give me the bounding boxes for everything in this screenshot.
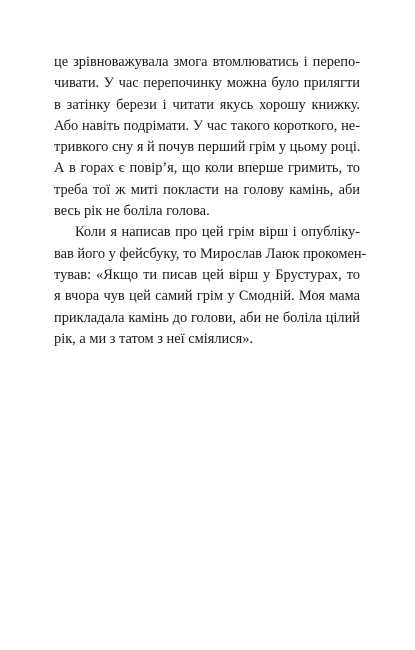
text-line: Або навіть подрімати. У час такого короткого, не- (54, 117, 360, 134)
text-line: Коли я написав про цей грім вірш і опубліку- (75, 224, 360, 241)
text-line: я вчора чув цей самий грім у Смодній. Моя мама (54, 288, 360, 305)
text-line: весь рік не боліла голова. (54, 203, 210, 220)
text-line: тривкого сну я й почув перший грім у цьому році. (54, 139, 361, 156)
text-line: вав його у фейсбуку, то Мирослав Лаюк прокомен- (54, 245, 367, 262)
text-line: прикладала камінь до голови, аби не боліла цілий (54, 309, 360, 326)
text-line: треба тої ж миті покласти на голову камінь, аби (54, 181, 360, 198)
text-line: в затінку берези і читати якусь хорошу книжку. (54, 96, 360, 113)
text-line: це зрівноважувала змога втомлюватись і перепо- (54, 54, 360, 70)
text-line: А в горах є повір’я, що коли вперше гримить, то (54, 160, 360, 177)
text-line: чивати. У час перепочинку можна було прилягти (54, 75, 360, 92)
text-line: тував: «Якщо ти писав цей вірш у Брустурах, то (54, 266, 360, 283)
text-line: рік, а ми з татом з неї сміялися». (54, 330, 254, 347)
body-text (54, 52, 367, 350)
